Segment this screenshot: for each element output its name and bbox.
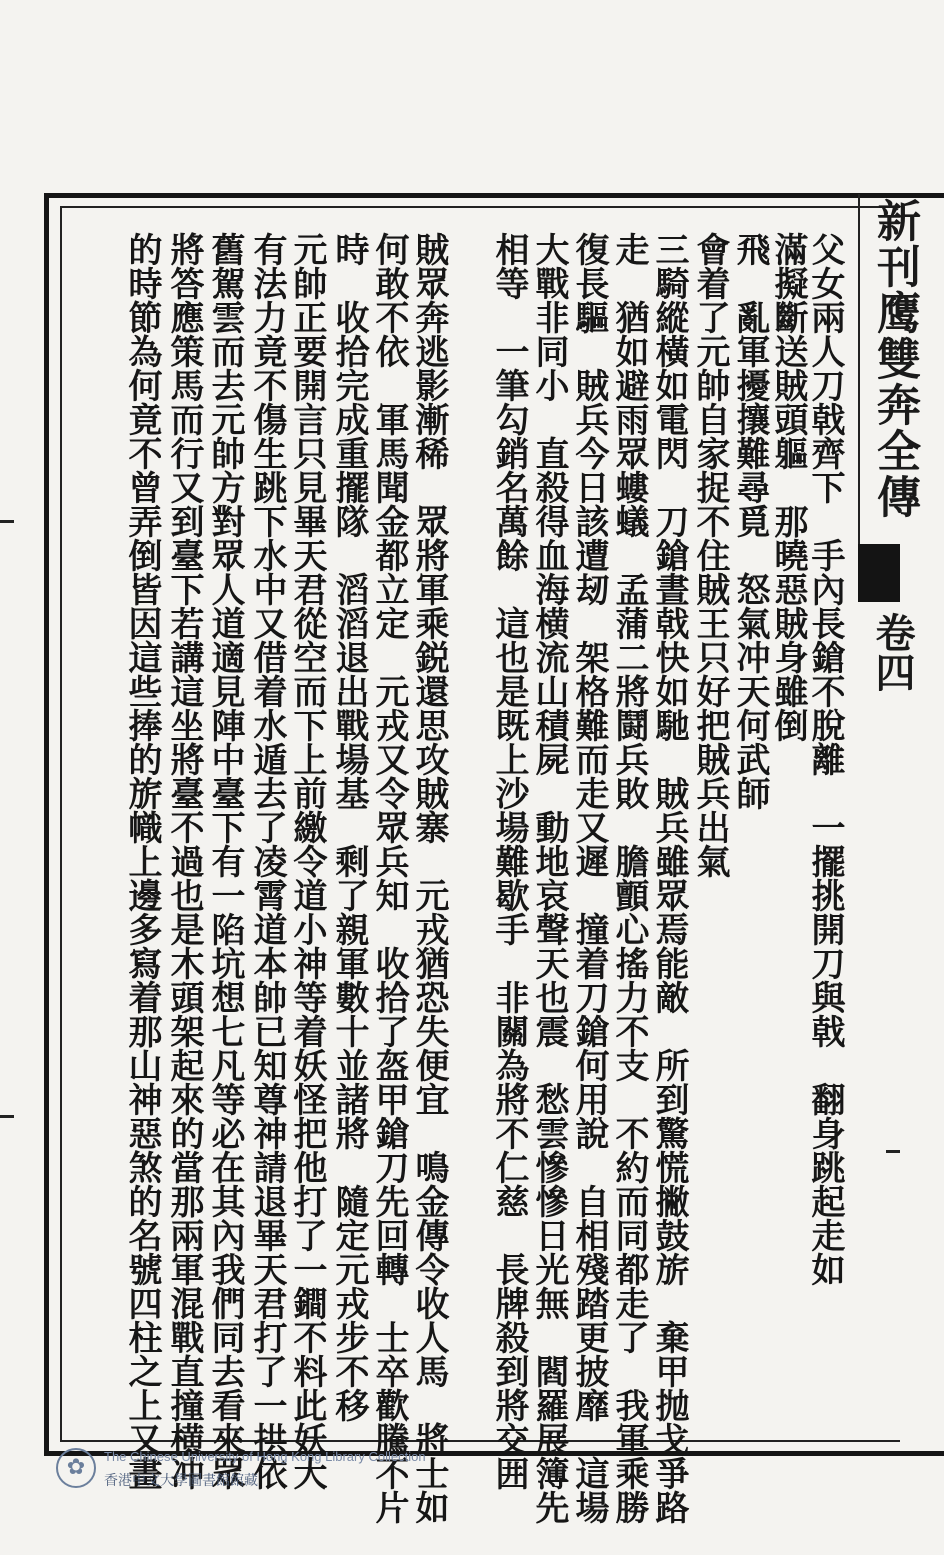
text-column: 走 猶如避雨眾螻蟻 孟蒲二將鬪兵敗 膽顫心搖力不支 不約而同都走了 我軍乘勝 — [609, 232, 649, 1524]
text-column: 滿擬斷送賊頭軀 那曉惡賊身雖倒 — [768, 232, 808, 742]
text-column: 舊駕雲而去元帥方對眾人道適見陣中臺下有一陷坑想七凡等必在其內我們同去看來眾 — [205, 232, 245, 1490]
text-column: 賊眾奔逃影漸稀 眾將軍乘鋭還思攻賊寨 元戎猶恐失便宜 鳴金傳令收人馬 將士如 — [409, 232, 449, 1524]
margin-mark — [886, 1150, 900, 1153]
margin-mark — [0, 520, 14, 523]
volume-label: 卷四 — [869, 612, 916, 692]
text-column: 元帥正要開言只見畢天君從空而下上前繳令道小神等着妖怪把他打了一鐧不料此妖大 — [287, 232, 327, 1490]
library-logo-icon: ✿ — [56, 1448, 96, 1488]
text-column: 飛 亂軍擾攘難尋覓 怒氣冲天何武師 — [730, 232, 770, 810]
fish-tail-mark — [858, 544, 900, 602]
text-column: 的時節為何竟不曾弄倒皆因這些捧的旂幟上邊多寫着那山神惡煞的名號四柱之上又畫 — [122, 232, 162, 1490]
text-column: 大戰非同小 直殺得血海横流山積屍 動地哀聲天也震 愁雲慘慘日光無 閻羅展簿先 — [529, 232, 569, 1524]
text-column: 時 收拾完成重擺隊 滔滔退出戰場基 剩了親軍數十並諸將 隨定元戎步不移 — [329, 232, 369, 1422]
watermark-english: The Chinese University of Hong Kong Library Collection — [104, 1449, 426, 1464]
text-column: 父女兩人刀戟齊下 手內長鎗不脫離 一擺挑開刀與戟 翻身跳起走如 — [805, 232, 845, 1286]
watermark-chinese: 香港中文大學圖書館館藏 — [104, 1473, 258, 1489]
text-column: 相等 一筆勾銷名萬餘 這也是既上沙場難歇手 非關為將不仁慈 長牌殺到將交囲 — [489, 232, 529, 1490]
text-column: 何敢不依 軍馬聞金都立定 元戎又令眾兵知 收拾了盔甲鎗刀先回轉 士卒歡騰不片 — [369, 232, 409, 1524]
text-column: 三騎縱橫如電閃 刀鎗晝戟快如馳 賊兵雖眾焉能敵 所到驚慌撇鼓旂 棄甲抛戈爭路 — [649, 232, 689, 1524]
library-watermark — [56, 1448, 616, 1492]
text-column: 會着了元帥自家捉不住賊王只好把賊兵出氣 — [690, 232, 730, 878]
margin-mark — [0, 1115, 14, 1118]
text-column: 復長驅 賊兵今日該遭刼 架格難而走又遲 撞着刀鎗何用說 自相殘踏更披靡 這場 — [569, 232, 609, 1524]
book-title: 新刊鹰雙奔全傳 — [869, 198, 920, 520]
text-column: 有法力竟不傷生跳下水中又借着水遁去了凌霄道本帥已知尊神請退畢天君打了一拱依 — [247, 232, 287, 1490]
text-column: 將答應策馬而行又到臺下若講這坐將臺不過也是木頭架起來的當那兩軍混戰直撞横冲 — [164, 232, 204, 1490]
